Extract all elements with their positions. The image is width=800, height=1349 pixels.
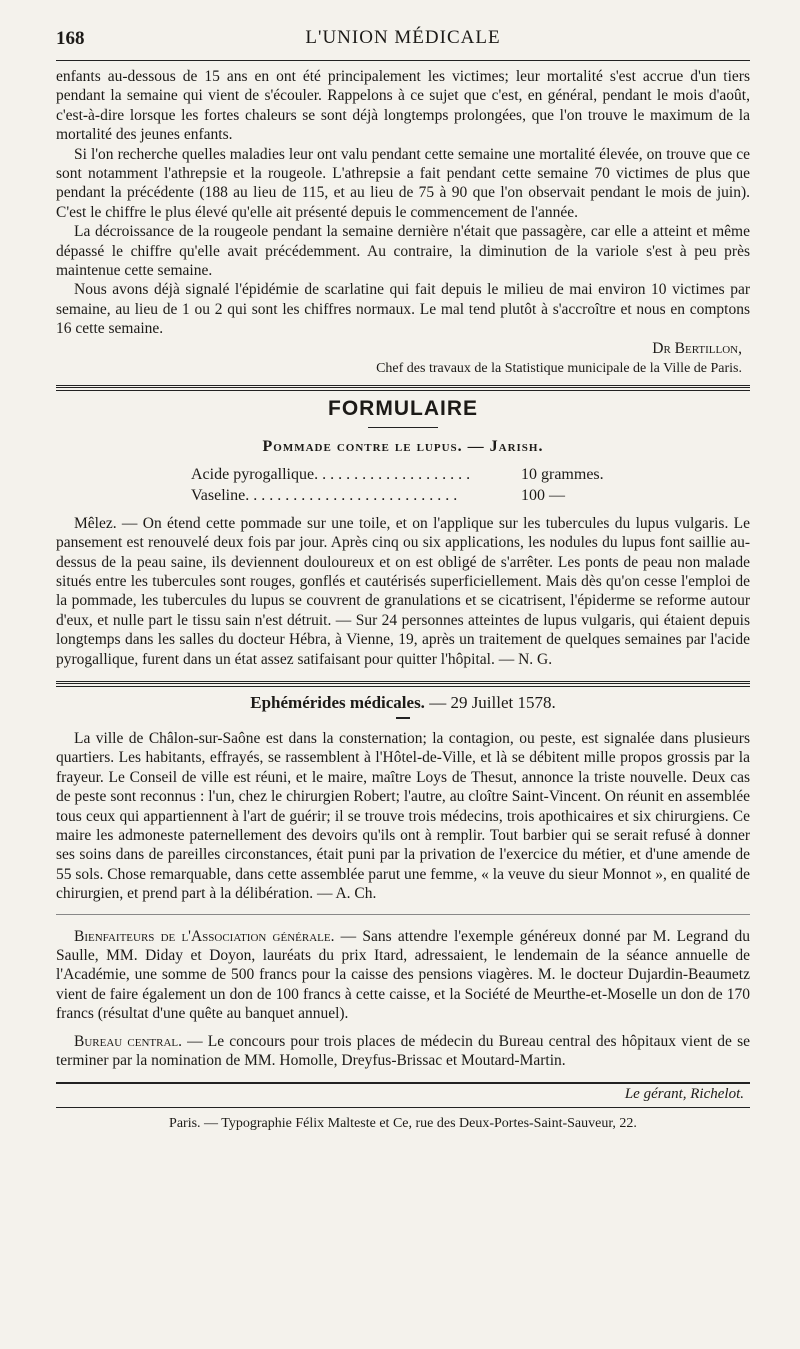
header-rule — [56, 60, 750, 61]
ingredient-name: Acide pyrogallique. . . . . . . . . . . . . . . . . . . . — [191, 465, 471, 483]
dash-ornament — [396, 717, 410, 719]
ephemerides-date: — 29 Juillet 1578. — [429, 692, 556, 712]
section-divider — [56, 385, 750, 391]
intro-paragraph-2: Si l'on recherche quelles maladies leur ont valu pendant cette semaine une mortalité élevée, on trouve que ce sont notamment l'athrepsie et la rougeole. L'athrepsie a fait pendant cette semaine 70 victimes de plus que pendant la précédente (188 au lieu de 115, et au lieu de 75 à 90 que l'on observait pendant le mois de juin). C'est le chiffre le plus élevé qu'elle ait présenté depuis le commencement de l'année. — [56, 145, 750, 221]
formulaire-title: FORMULAIRE — [328, 396, 478, 420]
ingredient-name: Vaseline. . . . . . . . . . . . . . . . . . . . . . . . . . . — [191, 486, 458, 504]
section-divider — [56, 681, 750, 687]
short-rule — [56, 914, 750, 915]
news-lead: Bureau central. — [74, 1032, 182, 1050]
signature-role: Chef des travaux de la Statistique municipale de la Ville de Paris. — [376, 360, 742, 376]
news-lead: Bienfaiteurs de l'Association générale. — [74, 927, 335, 945]
footer-rule-2 — [56, 1107, 750, 1108]
signature-name: Dr Bertillon, — [652, 339, 742, 357]
gerant-line: Le gérant, Richelot. — [624, 1086, 744, 1103]
intro-paragraph-1: enfants au-dessous de 15 ans en ont été principalement les victimes; leur mortalité s'est accrue d'un tiers pendant la semaine qui vient de s'écouler. Rappelons à ce sujet que c'est, en général, pendant le mois d'août, c'est-à-dire lorsque les fortes chaleurs se sont déjà longtemps prolongées, que l'on trouve le maximum de la mortalité des jeunes enfants. — [56, 68, 750, 144]
intro-paragraph-3: La décroissance de la rougeole pendant la semaine dernière n'était que passagère, car elle a atteint et même dépassé le chiffre qu'elle avait précédemment. Au contraire, la diminution de la variole s'est à peu près maintenue cette semaine. — [56, 223, 750, 280]
ingredient-qty: 10 grammes. — [521, 465, 604, 483]
news-text: — Sans attendre l'exemple généreux donné par M. Legrand du Saulle, MM. Diday et Doyon, lauréats du prix Itard, adressaient, le lendemain de la séance annuelle de l'Académie, une somme de 500 francs pour la caisse des pensions viagères. M. le docteur Dujardin-Beaumetz vient de faire également un don de 100 francs à cette caisse, et la Société de Meurthe-et-Moselle un don de 170 francs (résultat d'une quête au banquet annuel). — [56, 927, 750, 1023]
ephemerides-title: Ephémérides médicales. — [250, 692, 425, 712]
ingredient-row — [191, 464, 631, 485]
running-title: L'UNION MÉDICALE — [305, 27, 501, 48]
ingredient-row — [191, 485, 631, 506]
news-item — [56, 1032, 750, 1071]
ephemerides-text: La ville de Châlon-sur-Saône est dans la consternation; la contagion, ou peste, est signalée dans plusieurs quartiers. Les habitants, effrayés, se rassemblent à l'Hôtel-de-Ville, et là se débitent mille propos grossis par la frayeur. Le Conseil de ville est réuni, et le maire, maître Loys de Thesut, annonce la triste nouvelle. Deux cas de peste sont reconnus : l'un, chez le chirurgien Robert; l'autre, au cloître Saint-Vincent. On réunit en assemblée tous ceux qui appartiennent à l'art de guérir; il se trouve trois médecins, trois apothicaires et six chirurgiens. Ce maire les admoneste paternellement des devoirs qu'ils ont à remplir. Tout barbier qui se serait refusé à donner ses soins dans de pareilles circonstances, était puni par la privation de l'exercice du métier, et d'une amende de 55 sols. Chose remarquable, dans cette assemblée parut une femme, « la veuve du sieur Monnot », en qualité de chirurgien, et prend part à la délibération. — A. Ch. — [56, 729, 750, 903]
news-item — [56, 927, 750, 1024]
ephemerides-heading — [56, 693, 750, 713]
footer-rule — [56, 1082, 750, 1084]
news-text: — Le concours pour trois places de médecin du Bureau central des hôpitaux vient de se terminer par la nomination de MM. Homolle, Dreyfus-Brissac et Moutard-Martin. — [56, 1032, 750, 1070]
intro-paragraph-4: Nous avons déjà signalé l'épidémie de scarlatine qui fait depuis le milieu de mai environ 10 victimes par semaine, au lieu de 1 ou 2 qui sont les chiffres normaux. Le mal tend plutôt à s'accroître et nous en comptons 16 cette semaine. — [56, 281, 750, 338]
formulaire-text: Mêlez. — On étend cette pommade sur une toile, et on l'applique sur les tubercules du lupus vulgaris. Le pansement est renouvelé deux fois par jour. Après cinq ou six applications, les nodules du lupus font saillie au-dessus de la peau saine, ils deviennent douloureux et on est obligé de s'arrêter. Les ponts de peau non malade situés entre les tubercules sont rouges, gonflés et cautérisés superficiellement. Mais dès qu'on cesse l'emploi de la pommade, les tubercules du lupus se couvrent de granulations et se cicatrisent, l'épiderme se reforme autour d'eux, et nulle part le tissu sain n'est détruit. — Sur 24 personnes atteintes de lupus vulgaris, qui étaient depuis longtemps dans les salles du docteur Hébra, à Vienne, 19, après un traitement de quelques semaines par l'acide pyrogallique, furent dans un état assez satifaisant pour quitter l'hôpital. — N. G. — [56, 514, 750, 668]
title-underline — [368, 427, 438, 428]
page-number: 168 — [56, 28, 85, 49]
running-header — [56, 0, 750, 60]
ingredient-list — [191, 464, 631, 506]
ingredient-qty: 100 — — [521, 486, 565, 504]
recipe-title: Pommade contre le lupus. — Jarish. — [262, 437, 544, 455]
printer-imprint: Paris. — Typographie Félix Malteste et Ce, rue des Deux-Portes-Saint-Sauveur, 22. — [169, 1116, 637, 1132]
